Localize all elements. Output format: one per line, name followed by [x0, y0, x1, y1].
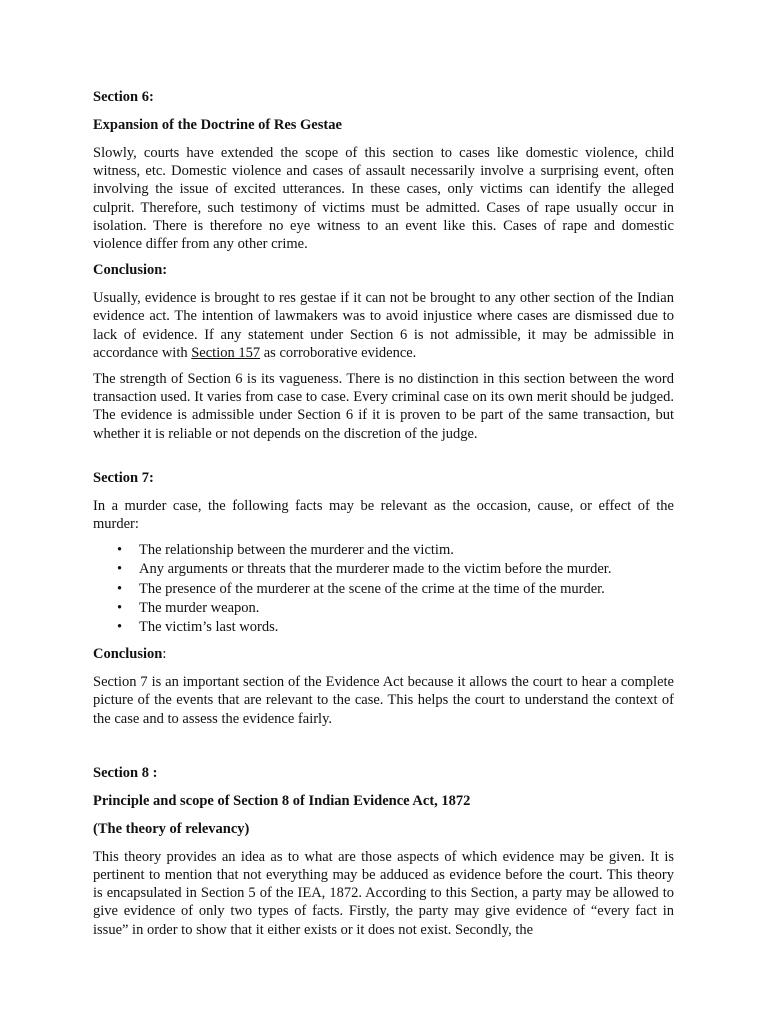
section-8-title: Section 8 :	[93, 764, 158, 781]
list-item-text: The relationship between the murderer and the victim.	[139, 542, 454, 559]
section-8-paragraph: This theory provides an idea as to what are those aspects of which evidence may be given. It is pertinent to mention that not everything may be adduced as evidence before the court. This theory is encapsulated in Section 5 of the IEA, 1872. According to this Section, a party may be allowed to give evidence of only two types of facts. Firstly, the party may give evidence of “every fact in issue” in order to show that it either exists or it does not exist. Secondly, the	[93, 848, 674, 938]
bullet-icon: •	[117, 619, 123, 636]
section-7-bullet-list	[93, 541, 674, 637]
conclusion-text-after-link: as corroborative evidence.	[260, 344, 417, 361]
conclusion-text-before-link: Usually, evidence is brought to res gestae if it can not be brought to any other section of the Indian evidence act. The intention of lawmakers was to avoid injustice where cases are dismissed due to lack of evidence. If any statement under Section 6 is not admissible, it may be admissible in accordance with	[93, 290, 674, 361]
section-7-title: Section 7:	[93, 469, 154, 486]
section-157-link[interactable]: Section 157	[191, 344, 261, 361]
section-7-intro: In a murder case, the following facts may be relevant as the occasion, cause, or effect of the murder:	[93, 497, 674, 533]
list-item-text: Any arguments or threats that the murderer made to the victim before the murder.	[139, 561, 612, 578]
bullet-icon: •	[117, 561, 123, 578]
spacer	[93, 736, 674, 764]
list-item	[93, 580, 674, 599]
conclusion-colon: :	[162, 646, 167, 663]
section-8-subtitle: Principle and scope of Section 8 of Indian Evidence Act, 1872	[93, 792, 471, 809]
list-item-text: The presence of the murderer at the scene of the crime at the time of the murder.	[139, 580, 605, 597]
list-item-text: The murder weapon.	[139, 599, 260, 616]
section-6-title: Section 6:	[93, 89, 154, 105]
bullet-icon: •	[117, 542, 123, 559]
section-6-conclusion-paragraph-2: The strength of Section 6 is its vagueness. There is no distinction in this section between the word transaction used. It varies from case to case. Every criminal case on its own merit should be judged. The evidence is admissible under Section 6 if it is proven to be part of the same transaction, but whether it is reliable or not depends on the discretion of the judge.	[93, 371, 674, 442]
section-6-subtitle: Expansion of the Doctrine of Res Gestae	[93, 117, 342, 133]
list-item-text: The victim’s last words.	[139, 619, 279, 636]
bullet-icon: •	[117, 599, 123, 616]
theory-of-relevancy-heading: (The theory of relevancy)	[93, 820, 250, 837]
spacer	[93, 451, 674, 469]
bullet-icon: •	[117, 580, 123, 597]
section-6-paragraph: Slowly, courts have extended the scope of this section to cases like domestic violence, child witness, etc. Domestic violence and cases of assault necessarily involve a surprising event, often involving the issue of excited utterances. In these cases, only victims can identify the alleged culprit. Therefore, such testimony of victims must be admitted. Cases of rape usually occur in isolation. There is therefore no eye witness to an event like this. Cases of rape and domestic violence differ from any other crime.	[93, 145, 674, 253]
conclusion-word: Conclusion	[93, 646, 163, 663]
list-item	[93, 599, 674, 618]
list-item	[93, 618, 674, 637]
section-7-conclusion-paragraph: Section 7 is an important section of the Evidence Act because it allows the court to hear a complete picture of the events that are relevant to the case. This helps the court to understand the context of the case and to assess the evidence fairly.	[93, 674, 674, 727]
list-item	[93, 541, 674, 560]
section-6-conclusion-paragraph-1	[93, 289, 674, 362]
section-6-conclusion-heading: Conclusion:	[93, 262, 168, 279]
list-item	[93, 560, 674, 579]
section-7-conclusion-heading	[93, 645, 674, 663]
